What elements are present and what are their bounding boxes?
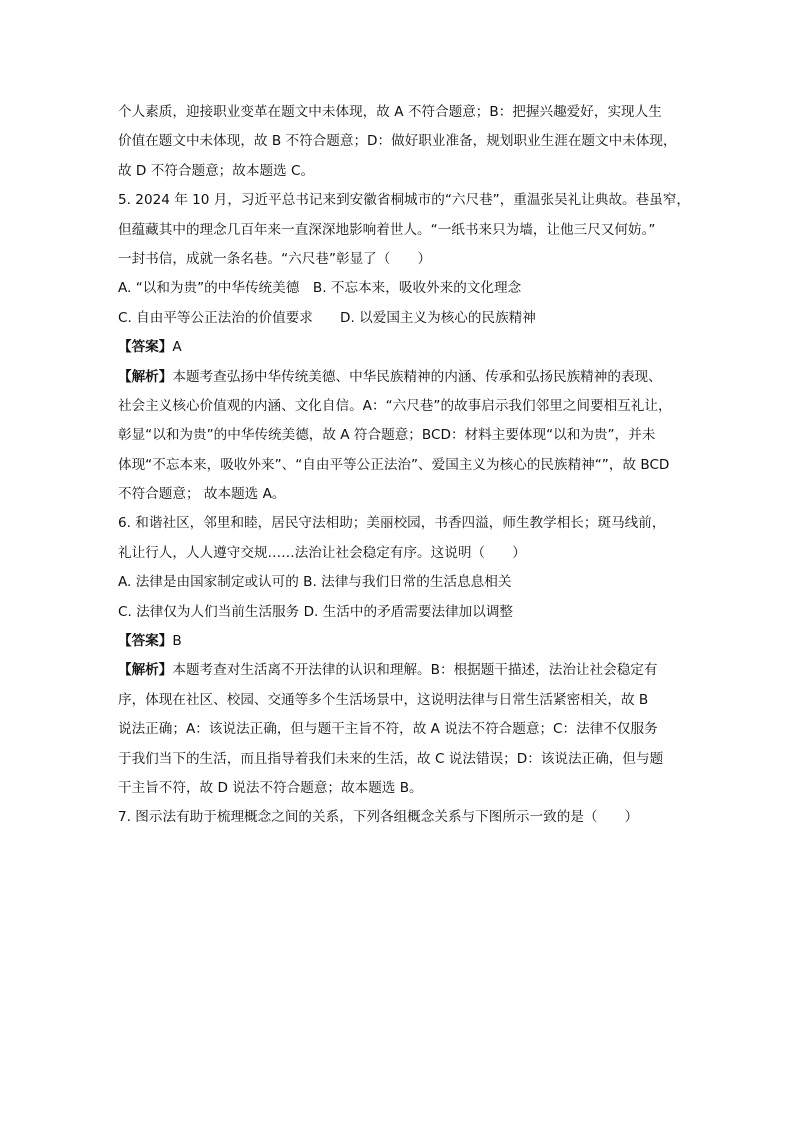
q5-stem-line-1: 5. 2024 年 10 月，习近平总书记来到安徽省桐城市的“六尺巷”，重温张吴礼让典故。巷虽窄，: [118, 192, 691, 209]
q6-answer-value: B: [172, 633, 182, 650]
document-body: [118, 98, 698, 833]
q5-analysis-label: 【解析】: [118, 368, 173, 385]
q6-option-ab: A. 法律是由国家制定或认可的 B. 法律与我们日常的生活息息相关: [118, 574, 512, 591]
q5-analysis-line-3: 彰显“以和为贵”的中华传统美德，故 A 符合题意；BCD：材料主要体现“以和为贵”，并未: [118, 427, 656, 444]
q6-analysis-line-5: 干主旨不符，故 D 说法不符合题意；故本题选 B。: [118, 779, 423, 796]
q7-stem-line-1: 7. 图示法有助于梳理概念之间的关系，下列各组概念关系与下图所示一致的是（ ）: [118, 809, 639, 826]
q6-analysis-line-3: 说法正确；A：该说法正确，但与题干主旨不符，故 A 说法不符合题意；C：法律不仅服务: [118, 721, 658, 738]
q6-answer: [118, 627, 698, 656]
q5-answer: [118, 333, 698, 362]
q5-analysis-line-2: 社会主义核心价值观的内涵、文化自信。A：“六尺巷”的故事启示我们邻里之间要相互礼让，: [118, 397, 672, 414]
q6-answer-label: 【答案】: [118, 633, 173, 650]
q6-analysis-line-4: 于我们当下的生活，而且指导着我们未来的生活，故 C 说法错误；D：该说法正确，但与题: [118, 750, 664, 767]
q5-option-cd: C. 自由平等公正法治的价值要求 D. 以爱国主义为核心的民族精神: [118, 309, 536, 326]
q6-analysis-text-1: 本题考查对生活离不开法律的认识和理解。B：根据题干描述，法治让社会稳定有: [172, 662, 658, 679]
q6-analysis-line-1: [118, 656, 698, 685]
q5-analysis-line-5: 不符合题意； 故本题选 A。: [118, 486, 286, 503]
q5-analysis-line-4: 体现“不忘本来，吸收外来”、“自由平等公正法治”、爱国主义为核心的民族精神“”，故 BCD: [118, 456, 670, 473]
q6-option-cd: C. 法律仅为人们当前生活服务 D. 生活中的矛盾需要法律加以调整: [118, 603, 513, 620]
q5-analysis-text-1: 本题考查弘扬中华传统美德、中华民族精神的内涵、传承和弘扬民族精神的表现、: [172, 368, 662, 385]
q5-stem-line-2: 但蕴藏其中的理念几百年来一直深深地影响着世人。“一纸书来只为墙，让他三尺又何妨。”: [118, 221, 656, 238]
q5-stem-line-3: 一封书信，成就一条名巷。“六尺巷”彰显了（ ）: [118, 250, 432, 267]
q4-explanation-line-3: 故 D 不符合题意；故本题选 C。: [118, 162, 315, 179]
q6-stem-line-2: 礼让行人，人人遵守交规……法治让社会稳定有序。这说明（ ）: [118, 544, 526, 561]
q6-analysis-label: 【解析】: [118, 662, 173, 679]
q5-answer-value: A: [172, 339, 182, 356]
q5-answer-label: 【答案】: [118, 339, 173, 356]
q6-stem-line-1: 6. 和谐社区，邻里和睦，居民守法相助；美丽校园，书香四溢，师生教学相长；斑马线前，: [118, 515, 666, 532]
q4-explanation-line-2: 价值在题文中未体现，故 B 不符合题意；D：做好职业准备，规划职业生涯在题文中未体现，: [118, 133, 677, 150]
q5-option-ab: A. “以和为贵”的中华传统美德 B. 不忘本来，吸收外来的文化理念: [118, 280, 522, 297]
q6-analysis-line-2: 序，体现在社区、校园、交通等多个生活场景中，这说明法律与日常生活紧密相关，故 B: [118, 691, 649, 708]
q4-explanation-line-1: 个人素质，迎接职业变革在题文中未体现，故 A 不符合题意；B：把握兴趣爱好，实现人生: [118, 104, 662, 120]
q5-analysis-line-1: [118, 363, 698, 392]
